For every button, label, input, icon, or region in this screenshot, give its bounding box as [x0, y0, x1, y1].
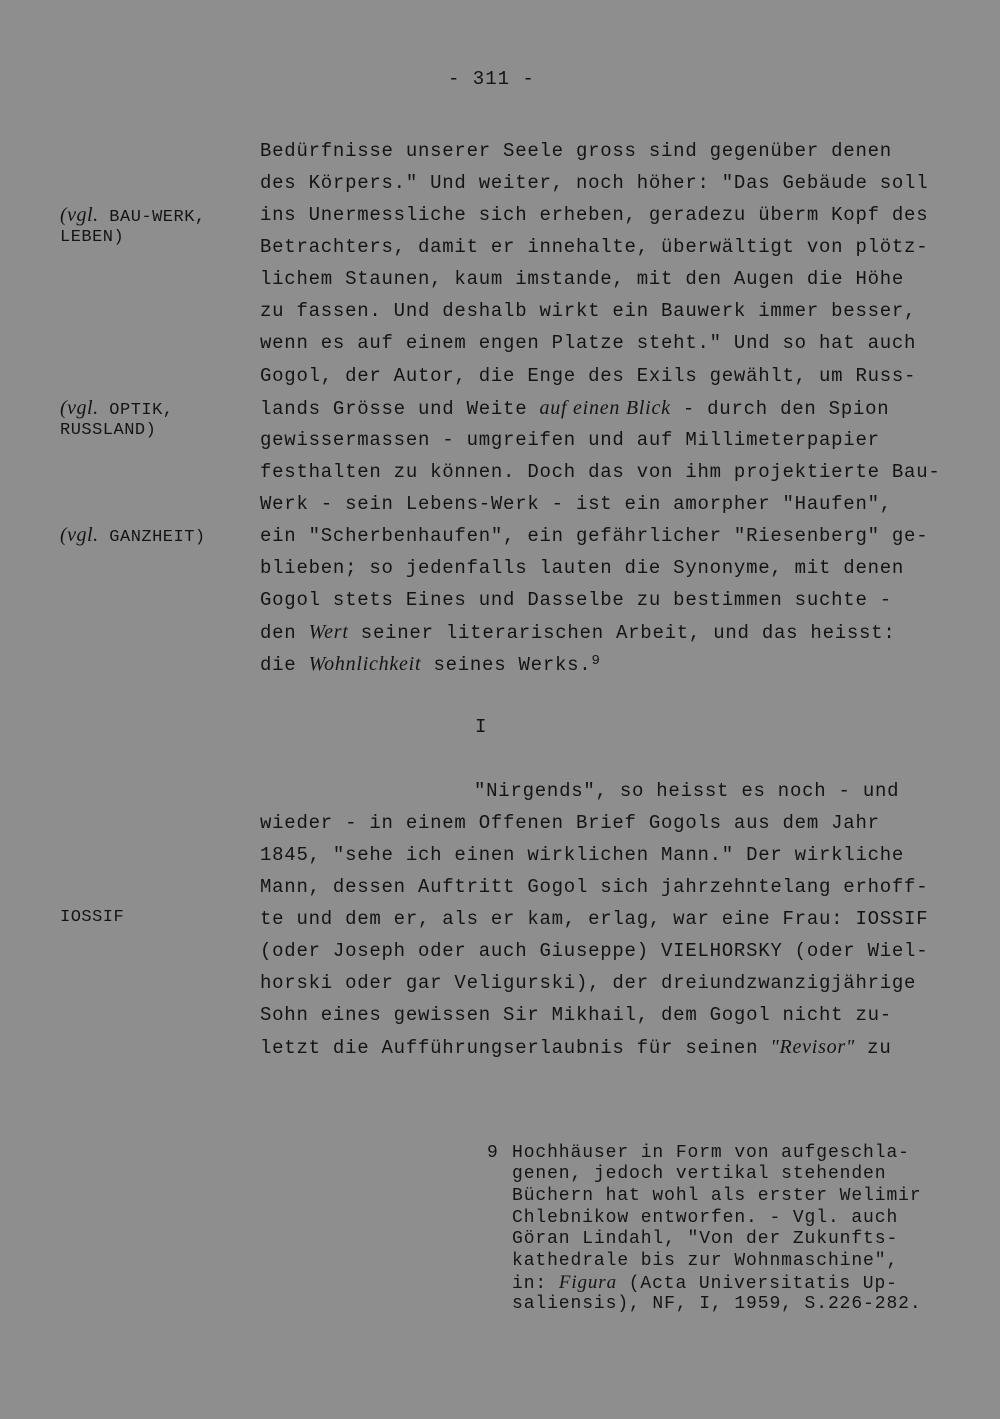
- margin-note-prefix: (vgl.: [60, 524, 99, 546]
- text-run: - durch den Spion: [670, 398, 890, 420]
- footnote-line: Hochhäuser in Form von aufgeschla-: [512, 1143, 910, 1163]
- body-line: Betrachters, damit er innehalte, überwältigt von plötz-: [260, 236, 929, 258]
- body-line: [260, 620, 896, 645]
- body-line: wieder - in einem Offenen Brief Gogols aus dem Jahr: [260, 812, 880, 834]
- margin-note-text: RUSSLAND): [60, 421, 157, 440]
- margin-note-prefix: (vgl.: [60, 397, 99, 419]
- body-line: des Körpers." Und weiter, noch höher: "Das Gebäude soll: [260, 172, 929, 194]
- text-run: den: [260, 622, 309, 644]
- body-line: Sohn eines gewissen Sir Mikhail, dem Gogol nicht zu-: [260, 1004, 892, 1026]
- body-line: 1845, "sehe ich einen wirklichen Mann." Der wirkliche: [260, 844, 905, 866]
- body-line: festhalten zu können. Doch das von ihm projektierte Bau-: [260, 461, 941, 483]
- text-run: seiner literarischen Arbeit, und das heisst:: [348, 622, 896, 644]
- body-line: [260, 396, 889, 421]
- text-run: letzt die Aufführungserlaubnis für seinen: [260, 1037, 771, 1059]
- body-line: (oder Joseph oder auch Giuseppe) VIELHORSKY (oder Wiel-: [260, 940, 929, 962]
- italic-text: "Revisor": [770, 1036, 856, 1058]
- margin-note-text: GANZHEIT): [98, 528, 206, 547]
- italic-text: Figura: [558, 1272, 617, 1293]
- footnote-line: Büchern hat wohl als erster Welimir: [512, 1186, 922, 1206]
- margin-note-text: BAU-WERK,: [98, 208, 206, 227]
- body-line: Bedürfnisse unserer Seele gross sind gegenüber denen: [260, 140, 892, 162]
- margin-note-iossif: [60, 908, 124, 928]
- body-line: "Nirgends", so heisst es noch - und: [474, 780, 900, 802]
- body-line: Gogol, der Autor, die Enge des Exils gewählt, um Russ-: [260, 365, 917, 387]
- text-run: lands Grösse und Weite: [260, 398, 540, 420]
- footnote-line: kathedrale bis zur Wohnmaschine",: [512, 1251, 899, 1271]
- italic-text: auf einen Blick: [539, 397, 671, 419]
- text-run: in:: [512, 1274, 559, 1294]
- section-heading: I: [475, 716, 487, 738]
- margin-note-text: OPTIK,: [98, 401, 174, 420]
- text-run: zu: [855, 1037, 892, 1059]
- body-line: Gogol stets Eines und Dasselbe zu bestimmen suchte -: [260, 589, 892, 611]
- footnote-reference: 9: [591, 653, 601, 669]
- text-run: (Acta Universitatis Up-: [617, 1274, 898, 1294]
- footnote-line: Chlebnikow entworfen. - Vgl. auch: [512, 1208, 899, 1228]
- margin-note-text: IOSSIF: [60, 908, 125, 927]
- margin-note-ganzheit: [60, 525, 206, 548]
- body-line: gewissermassen - umgreifen und auf Millimeterpapier: [260, 429, 880, 451]
- body-line: Mann, dessen Auftritt Gogol sich jahrzehntelang erhoff-: [260, 876, 929, 898]
- body-line: [260, 652, 601, 679]
- body-line: zu fassen. Und deshalb wirkt ein Bauwerk immer besser,: [260, 300, 917, 322]
- body-line: [260, 1035, 892, 1060]
- body-line: horski oder gar Veligurski), der dreiundzwanzigjährige: [260, 972, 917, 994]
- italic-text: Wohnlichkeit: [308, 653, 422, 675]
- margin-note-prefix: (vgl.: [60, 204, 99, 226]
- footnote-line: saliensis), NF, I, 1959, S.226-282.: [512, 1294, 922, 1314]
- body-line: wenn es auf einem engen Platze steht." Und so hat auch: [260, 332, 917, 354]
- page-number: - 311 -: [448, 68, 535, 90]
- body-line: blieben; so jedenfalls lauten die Synonyme, mit denen: [260, 557, 905, 579]
- footnote-line: genen, jedoch vertikal stehenden: [512, 1164, 887, 1184]
- margin-note-bau-werk: [60, 205, 206, 248]
- body-line: ins Unermessliche sich erheben, geradezu überm Kopf des: [260, 204, 929, 226]
- body-line: te und dem er, als er kam, erlag, war eine Frau: IOSSIF: [260, 908, 929, 930]
- footnote-number: 9: [487, 1143, 498, 1163]
- body-line: Werk - sein Lebens-Werk - ist ein amorpher "Haufen",: [260, 493, 892, 515]
- margin-note-text: LEBEN): [60, 228, 125, 247]
- margin-note-optik: [60, 398, 174, 441]
- body-line: lichem Staunen, kaum imstande, mit den Augen die Höhe: [260, 268, 905, 290]
- footnote-line: Göran Lindahl, "Von der Zukunfts-: [512, 1229, 899, 1249]
- text-run: die: [260, 654, 309, 676]
- footnote-line: [512, 1272, 898, 1295]
- body-line: ein "Scherbenhaufen", ein gefährlicher "Riesenberg" ge-: [260, 525, 929, 547]
- text-run: seines Werks.: [421, 654, 592, 676]
- italic-text: Wert: [308, 621, 349, 643]
